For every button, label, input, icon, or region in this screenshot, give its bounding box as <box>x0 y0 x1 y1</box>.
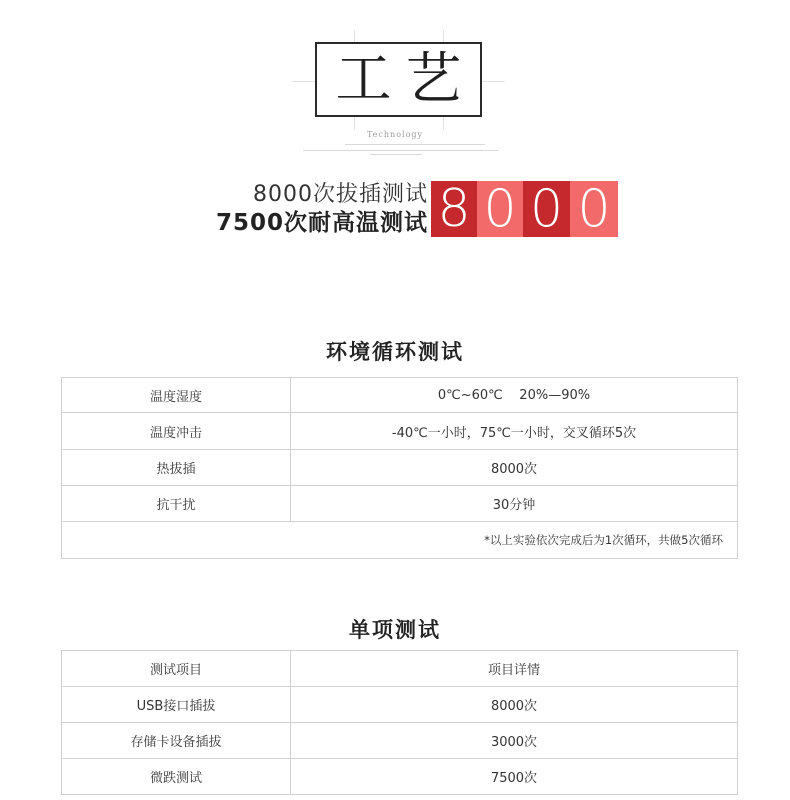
test-line-heat: 7500次耐高温测试 <box>215 210 428 236</box>
row-label: 温度湿度 <box>62 378 291 413</box>
table-row-note <box>62 522 738 559</box>
digit-box: 0 <box>477 181 523 237</box>
row-value: 0℃~60℃ 20%—90% <box>291 378 738 413</box>
row-label: 热拔插 <box>62 450 291 486</box>
row-value: -40℃一小时，75℃一小时，交叉循环5次 <box>291 413 738 450</box>
table-row <box>62 723 738 759</box>
table-row <box>62 759 738 795</box>
test-summary <box>216 181 428 237</box>
header-label: 测试项目 <box>62 651 291 687</box>
digit-counter <box>431 181 618 237</box>
row-value: 8000次 <box>291 450 738 486</box>
digit-box: 0 <box>523 181 570 237</box>
fine-print-line <box>370 154 422 155</box>
row-value: 3000次 <box>291 723 738 759</box>
table-row <box>62 450 738 486</box>
row-label: USB接口插拔 <box>62 687 291 723</box>
row-value: 30分钟 <box>291 486 738 522</box>
env-test-table <box>61 377 738 559</box>
row-label: 微跌测试 <box>62 759 291 795</box>
table-row <box>62 486 738 522</box>
hero-section <box>0 0 790 170</box>
single-test-table <box>61 650 738 795</box>
test-line-insertion: 8000次拔插测试 <box>253 182 428 207</box>
row-label: 抗干扰 <box>62 486 291 522</box>
single-section-title: 单项测试 <box>349 618 441 642</box>
table-header-row <box>62 651 738 687</box>
hero-title: 工艺 <box>335 46 476 112</box>
table-note: *以上实验依次完成后为1次循环，共做5次循环 <box>62 522 738 559</box>
fine-print-line <box>303 150 499 151</box>
digit-box: 0 <box>570 181 618 237</box>
row-label: 存储卡设备插拔 <box>62 723 291 759</box>
row-value: 7500次 <box>291 759 738 795</box>
header-value: 项目详情 <box>291 651 738 687</box>
row-value: 8000次 <box>291 687 738 723</box>
table-row <box>62 413 738 450</box>
env-section-title: 环境循环测试 <box>326 340 464 364</box>
table-row <box>62 378 738 413</box>
title-box <box>315 42 482 117</box>
digit-box: 8 <box>431 181 477 237</box>
hero-subtitle: Technology <box>366 130 424 139</box>
fine-print-line <box>345 144 485 145</box>
row-label: 温度冲击 <box>62 413 291 450</box>
table-row <box>62 687 738 723</box>
